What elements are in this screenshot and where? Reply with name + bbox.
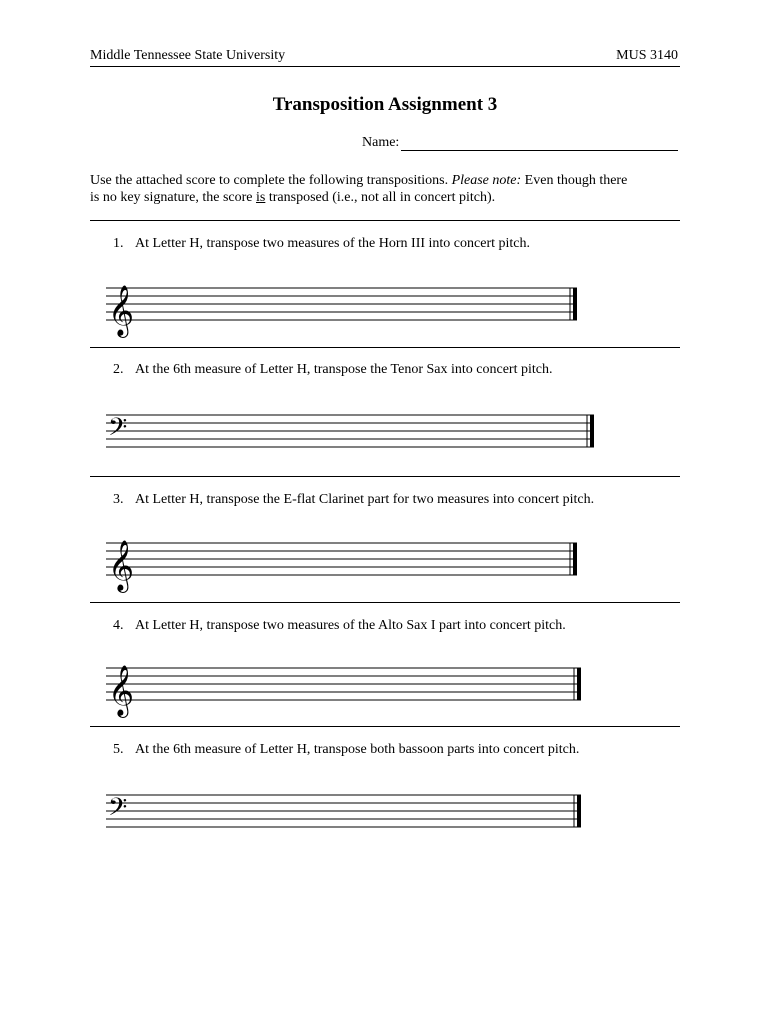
staff-5[interactable] (104, 783, 588, 847)
divider (90, 726, 680, 727)
page-title: Transposition Assignment 3 (272, 94, 498, 115)
staff-3[interactable] (104, 531, 584, 595)
staff-1[interactable] (104, 276, 584, 340)
treble-clef-icon: 𝄞 (108, 285, 135, 336)
staff-2[interactable] (104, 402, 600, 466)
divider (90, 476, 680, 477)
name-label: Name: (362, 135, 400, 150)
divider (90, 347, 680, 348)
question-3: 3. At Letter H, transpose the E-flat Clarinet part for two measures into concert pitch. (113, 492, 595, 507)
treble-clef-icon: 𝄞 (108, 540, 135, 591)
question-1: 1. At Letter H, transpose two measures of the Horn III into concert pitch. (113, 236, 530, 251)
question-5: 5. At the 6th measure of Letter H, transpose both bassoon parts into concert pitch. (113, 742, 580, 757)
bass-clef-icon: 𝄢 (108, 413, 128, 448)
divider (90, 602, 680, 603)
instructions-line-2: is no key signature, the score is transposed (i.e., not all in concert pitch). (90, 190, 496, 205)
treble-clef-icon: 𝄞 (108, 665, 135, 716)
name-field[interactable] (401, 150, 678, 151)
question-4: 4. At Letter H, transpose two measures of the Alto Sax I part into concert pitch. (113, 618, 566, 633)
institution-name: Middle Tennessee State University (90, 48, 286, 63)
staff-4[interactable] (104, 656, 584, 720)
page-header (90, 46, 680, 67)
emphasis-is: is (256, 190, 266, 205)
bass-clef-icon: 𝄢 (108, 793, 128, 828)
divider (90, 220, 680, 221)
instructions (90, 172, 680, 206)
please-note: Please note: (451, 173, 522, 188)
instructions-line-1: Use the attached score to complete the following transpositions. Please note: Even though there (90, 173, 628, 188)
question-2: 2. At the 6th measure of Letter H, transpose the Tenor Sax into concert pitch. (113, 362, 553, 377)
course-code: MUS 3140 (616, 48, 678, 63)
